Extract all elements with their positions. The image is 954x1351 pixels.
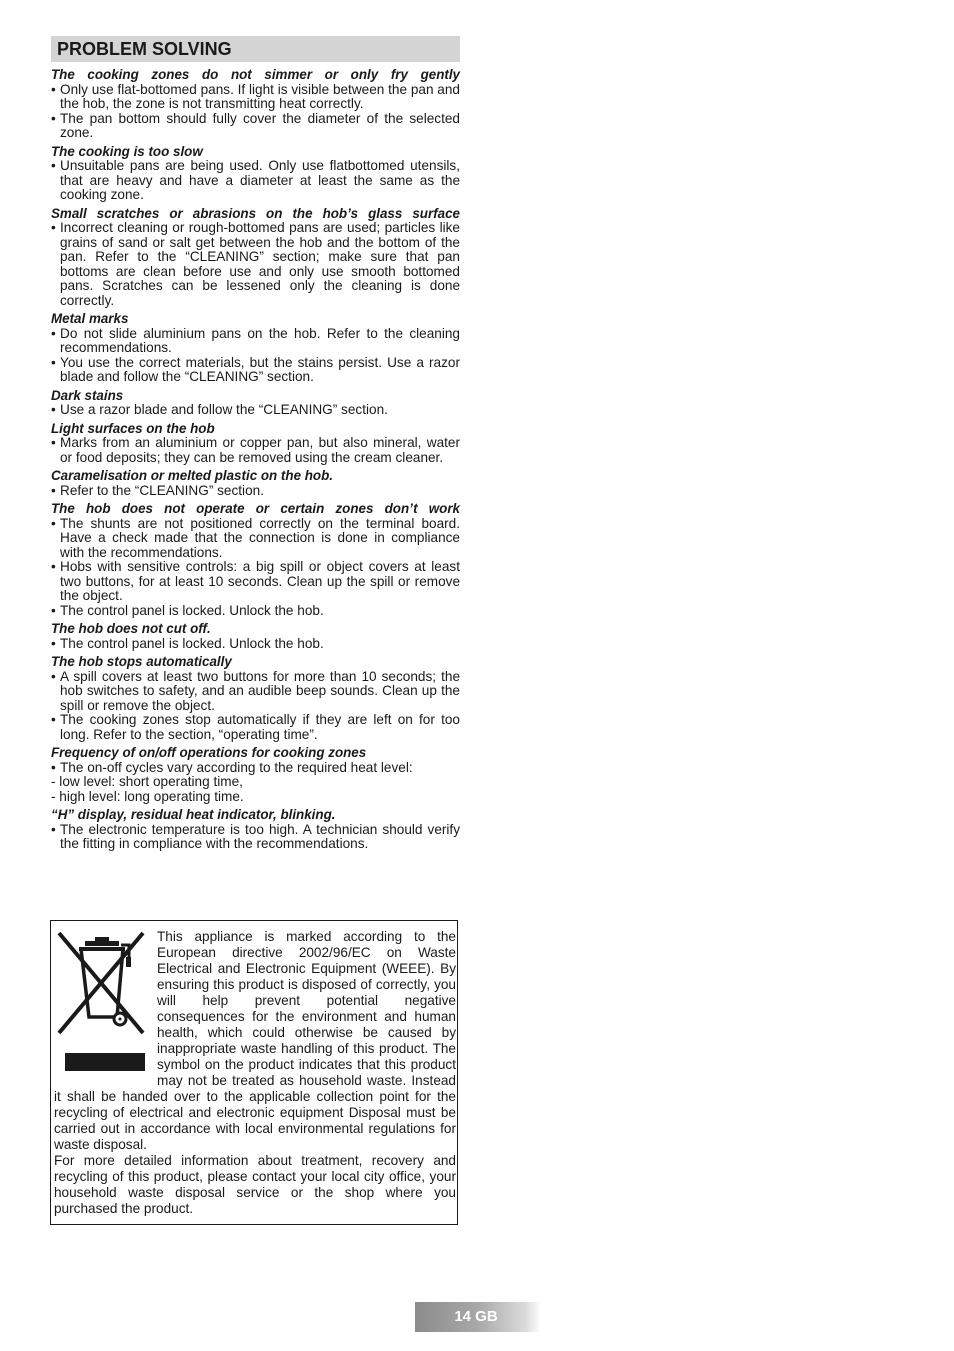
bullet: •	[51, 435, 56, 450]
section	[51, 68, 460, 141]
title-bar	[51, 36, 460, 62]
list-item: • Incorrect cleaning or rough-bottomed pans are used; particles like grains of sand or salt get between the hob and the bottom of the pan. Refer to the “CLEANING” section; make sure that pan bottoms are clean before use and only use smooth bottomed pans. Scratches can be lessened only the cleaning is done correctly.	[51, 220, 460, 308]
section-heading: Caramelisation or melted plastic on the hob.	[51, 468, 334, 483]
list-item: • A spill covers at least two buttons for more than 10 seconds; the hob switches to safety, and an audible beep sounds. Clean up the spill or remove the object.	[51, 668, 460, 713]
bullet: •	[51, 602, 56, 618]
section	[51, 312, 460, 385]
section	[51, 389, 460, 418]
page-title: PROBLEM SOLVING	[57, 39, 232, 59]
list-item: • Hobs with sensitive controls: a big spill or object covers at least two buttons, for at least 10 seconds. Clean up the spill or remove the object.	[51, 559, 460, 603]
bullet: •	[51, 354, 56, 370]
bullet: •	[51, 402, 56, 417]
bullet: •	[51, 559, 56, 574]
section	[51, 469, 460, 498]
section-heading: Light surfaces on the hob	[51, 420, 215, 436]
weee-text	[54, 929, 456, 1217]
list-item: • Unsuitable pans are being used. Only use flatbottomed utensils, that are heavy and have a diameter at least the same as the cooking zone.	[51, 158, 460, 202]
page-number: 14 GB	[454, 1308, 498, 1325]
weee-notice	[50, 920, 458, 1225]
list-item: • The electronic temperature is too high. A technician should verify the fitting in compliance with the recommendations.	[51, 821, 460, 851]
weee-paragraph: This appliance is marked according to the European directive 2002/96/EC on Waste Electrical and Electronic Equipment (WEEE). By ensuring this product is disposed of correctly, you will help prevent potential negative consequences for the environment and human health, which could otherwise be caused by inappropriate waste handling of this product. The symbol on the product indicates that this product may not be treated as household waste. Instead it shall be handed over to the applicable collection point for the recycling of electrical and electronic equipment Disposal must be carried out in accordance with local environmental regulations for waste disposal.	[54, 929, 456, 1152]
list-item: • The cooking zones stop automatically if they are left on for too long. Refer to the section, “operating time”.	[51, 712, 460, 742]
bullet: •	[51, 821, 56, 837]
section-heading: The hob does not cut off.	[51, 621, 211, 636]
list-item: • The shunts are not positioned correctly on the terminal board. Have a check made that the connection is done in compliance with the recommendations.	[51, 515, 460, 560]
list-item: - low level: short operating time,	[51, 774, 243, 789]
bullet: •	[51, 668, 56, 684]
list-item: • Marks from an aluminium or copper pan, but also mineral, water or food deposits; they can be removed using the cream cleaner.	[51, 435, 460, 465]
bullet: •	[51, 81, 56, 97]
list-item: • The control panel is locked. Unlock the hob.	[51, 635, 324, 651]
section	[51, 655, 460, 742]
list-item: - high level: long operating time.	[51, 788, 244, 804]
weee-paragraph: For more detailed information about treatment, recovery and recycling of this product, please contact your local city office, your household waste disposal service or the shop where you purchased the product.	[54, 1153, 456, 1216]
list-item: • Do not slide aluminium pans on the hob. Refer to the cleaning recommendations.	[51, 325, 460, 355]
list-item: • Only use flat-bottomed pans. If light is visible between the pan and the hob, the zone is not transmitting heat correctly.	[51, 81, 460, 111]
page-number-tab	[415, 1302, 541, 1332]
bullet: •	[51, 220, 56, 235]
section	[51, 207, 460, 309]
section	[51, 422, 460, 466]
section-heading: “H” display, residual heat indicator, blinking.	[51, 807, 336, 822]
section-heading: Frequency of on/off operations for cooking zones	[51, 745, 367, 760]
list-item: • The pan bottom should fully cover the diameter of the selected zone.	[51, 110, 460, 140]
section	[51, 145, 460, 203]
list-item: • Use a razor blade and follow the “CLEANING” section.	[51, 402, 388, 417]
bullet: •	[51, 515, 56, 531]
section-heading: Small scratches or abrasions on the hob’s glass surface	[51, 205, 460, 221]
section	[51, 808, 460, 852]
list-item: • You use the correct materials, but the stains persist. Use a razor blade and follow the “CLEANING” section.	[51, 354, 460, 384]
list-item: • The control panel is locked. Unlock the hob.	[51, 602, 324, 618]
section	[51, 502, 460, 618]
list-item: • The on-off cycles vary according to the required heat level:	[51, 759, 413, 775]
section-heading: The hob stops automatically	[51, 654, 232, 669]
bullet: •	[51, 712, 56, 727]
section-heading: The hob does not operate or certain zones don’t work	[51, 501, 460, 516]
section-heading: The cooking is too slow	[51, 143, 203, 159]
section-heading: The cooking zones do not simmer or only fry gently	[51, 67, 460, 82]
bullet: •	[51, 110, 56, 126]
section	[51, 746, 460, 804]
list-item: • Refer to the “CLEANING” section.	[51, 482, 264, 498]
bullet: •	[51, 325, 56, 341]
section	[51, 622, 460, 651]
section-heading: Dark stains	[51, 387, 124, 403]
problem-list	[51, 68, 460, 856]
bullet: •	[51, 482, 56, 498]
section-heading: Metal marks	[51, 311, 129, 326]
bullet: •	[51, 635, 56, 651]
bullet: •	[51, 158, 56, 173]
bullet: •	[51, 759, 56, 775]
